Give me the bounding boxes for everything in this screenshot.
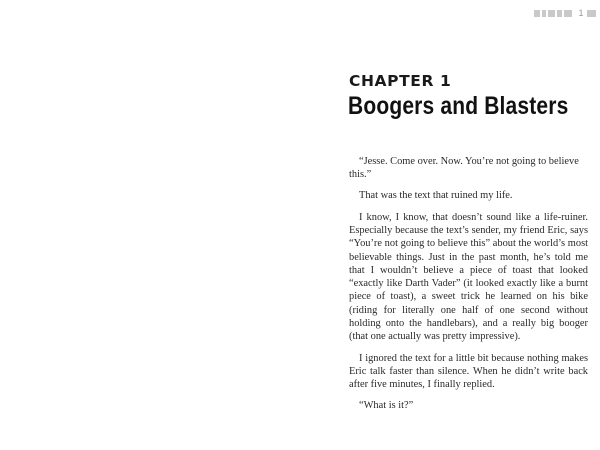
paragraph: “Jesse. Come over. Now. You’re not going to believe this.” <box>349 156 579 181</box>
paragraph: “What is it?” <box>359 400 414 412</box>
running-head <box>534 8 596 18</box>
paragraph: I know, I know, that doesn’t sound like a life-ruiner. Especially because the text’s sender, my friend Eric, says “You’re not going to believe this” about the world’s most believable things. Just in the past month, he’s told me that I wouldn’t believe a piece of toast that looked “exactly like Darth Vader” (it looked exactly like a burnt piece of toast), a sweet trick he learned on his bike (riding for literally one half of one second without holding onto the handlebars), and a really big booger (that one actually was pretty impressive). <box>349 211 588 343</box>
chapter-title: Boogers and Blasters <box>348 92 569 120</box>
paragraph: I ignored the text for a little bit because nothing makes Eric talk faster than silence. When he didn’t write back after five minutes, I finally replied. <box>349 352 588 391</box>
chapter-label: CHAPTER 1 <box>349 72 452 90</box>
right-page <box>300 0 600 450</box>
paragraph: That was the text that ruined my life. <box>359 190 513 202</box>
running-head-title-faded <box>534 10 572 17</box>
chapter-body <box>349 155 588 421</box>
page-number: 1 <box>578 8 596 18</box>
